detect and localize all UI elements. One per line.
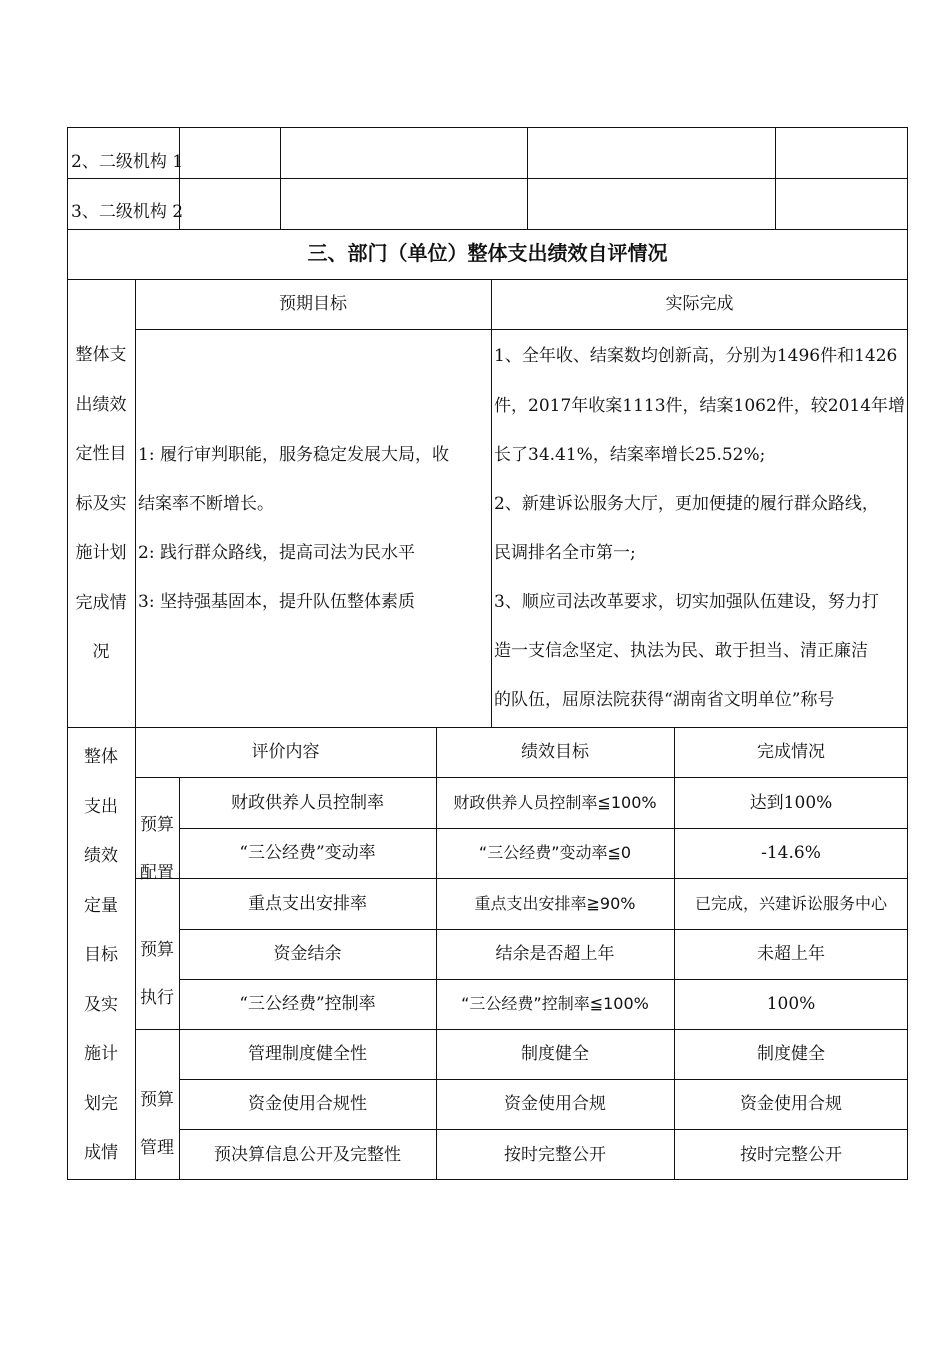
col-divider [135,279,136,1180]
completion-status-cell: 制度健全 [757,1044,825,1064]
col-divider [280,127,281,229]
side-label-line: 目标 [84,945,118,965]
side-label-line: 定量 [84,895,118,916]
completion-status-cell: 未超上年 [757,944,825,964]
row-divider [179,1079,908,1080]
group-label [135,926,179,1022]
performance-target-header: 绩效目标 [521,742,589,762]
actual-completion-line: 造一支信念坚定、执法为民、敢于担当、清正廉洁 [494,641,868,661]
performance-target-cell: 资金使用合规 [504,1094,606,1114]
performance-target-cell: 结余是否超上年 [495,944,615,964]
side-label-line: 定性目 [75,444,127,464]
row-divider [179,828,908,829]
expected-goal-header: 预期目标 [279,294,347,314]
actual-completion-line: 1、全年收、结案数均创新高，分别为1496件和1426 [494,346,898,366]
row-divider [135,777,908,778]
group-label-line: 执行 [140,988,174,1008]
row-divider [67,727,908,728]
row-divider [179,929,908,930]
evaluation-content-cell: 资金使用合规性 [248,1094,367,1114]
row-divider [135,329,908,330]
evaluation-content-cell: 预决算信息公开及完整性 [214,1145,401,1165]
group-label [135,1076,179,1172]
group-label-line: 管理 [140,1138,174,1158]
actual-completion-header: 实际完成 [665,294,734,314]
side-label-line: 支出 [84,796,118,817]
side-label-line: 成情 [84,1143,118,1163]
side-label-line: 划完 [84,1093,118,1114]
completion-status-cell: 已完成，兴建诉讼服务中心 [694,894,887,913]
actual-completion-line: 长了34.41%，结案率增长25.52%; [494,445,766,465]
completion-status-header: 完成情况 [757,742,825,762]
evaluation-content-cell: “三公经费”控制率 [239,994,376,1014]
qualitative-side-label [67,331,135,678]
secondary-unit-label: 2、二级机构 1 [71,152,184,172]
row-divider [67,178,908,179]
actual-completion-line: 民调排名全市第一; [494,543,636,563]
side-label-line: 施计划 [75,543,127,563]
section-title: 三、部门（单位）整体支出绩效自评情况 [307,241,668,265]
side-label-line: 出绩效 [75,394,127,415]
actual-completion-line: 件，2017年收案1113件，结案1062件，较2014年增 [494,396,906,416]
completion-status-cell: 达到100% [749,793,833,813]
evaluation-content-header: 评价内容 [251,742,320,762]
performance-target-cell: 制度健全 [521,1044,589,1064]
performance-target-cell: 财政供养人员控制率≦100% [453,793,657,812]
side-label-line: 整体 [84,747,118,767]
group-label-line: 预算 [140,1090,174,1110]
side-label-line: 标及实 [75,493,127,514]
group-label-line: 预算 [140,815,174,835]
col-divider [527,127,528,229]
row-divider [179,979,908,980]
quantitative-side-label [67,733,135,1179]
row-divider [179,1129,908,1130]
completion-status-cell: 资金使用合规 [740,1094,842,1114]
evaluation-content-cell: 资金结余 [273,944,342,964]
performance-target-cell: “三公经费”控制率≦100% [461,994,649,1013]
performance-target-cell: 按时完整公开 [504,1145,606,1165]
side-label-line: 完成情 [75,592,127,613]
group-label-line: 配置 [140,863,174,883]
side-label-line: 绩效 [84,846,118,866]
group-label [135,801,179,897]
evaluation-content-cell: 重点支出安排率 [248,894,367,914]
evaluation-content-cell: 管理制度健全性 [248,1044,367,1064]
secondary-unit-label: 3、二级机构 2 [71,202,184,222]
expected-goal-line: 3: 坚持强基固本，提升队伍整体素质 [138,592,415,612]
side-label-line: 整体支 [75,345,127,365]
actual-completion-line: 3、顺应司法改革要求，切实加强队伍建设，努力打 [494,592,879,612]
performance-target-cell: 重点支出安排率≧90% [474,894,636,913]
side-label-line: 况 [92,642,110,662]
col-divider [775,127,776,229]
completion-status-cell: -14.6% [761,843,821,863]
group-label-line: 预算 [140,940,174,960]
expected-goal-line: 结案率不断增长。 [138,494,274,514]
row-divider [135,878,908,879]
completion-status-cell: 按时完整公开 [740,1145,842,1165]
expected-goal-line: 2: 践行群众路线，提高司法为民水平 [138,543,415,563]
col-divider [179,777,180,1180]
row-divider [67,279,908,280]
side-label-line: 施计 [84,1044,118,1064]
evaluation-content-cell: “三公经费”变动率 [239,843,376,863]
side-label-line: 及实 [84,994,118,1015]
actual-completion-line: 的队伍，屈原法院获得“湖南省文明单位”称号 [494,690,835,710]
performance-target-cell: “三公经费”变动率≦0 [478,843,632,862]
row-divider [135,1029,908,1030]
expected-goal-line: 1: 履行审判职能，服务稳定发展大局，收 [138,445,449,465]
actual-completion-line: 2、新建诉讼服务大厅，更加便捷的履行群众路线， [494,494,879,514]
col-divider [491,279,492,727]
completion-status-cell: 100% [766,994,816,1014]
evaluation-content-cell: 财政供养人员控制率 [231,793,384,813]
row-divider [67,229,908,230]
